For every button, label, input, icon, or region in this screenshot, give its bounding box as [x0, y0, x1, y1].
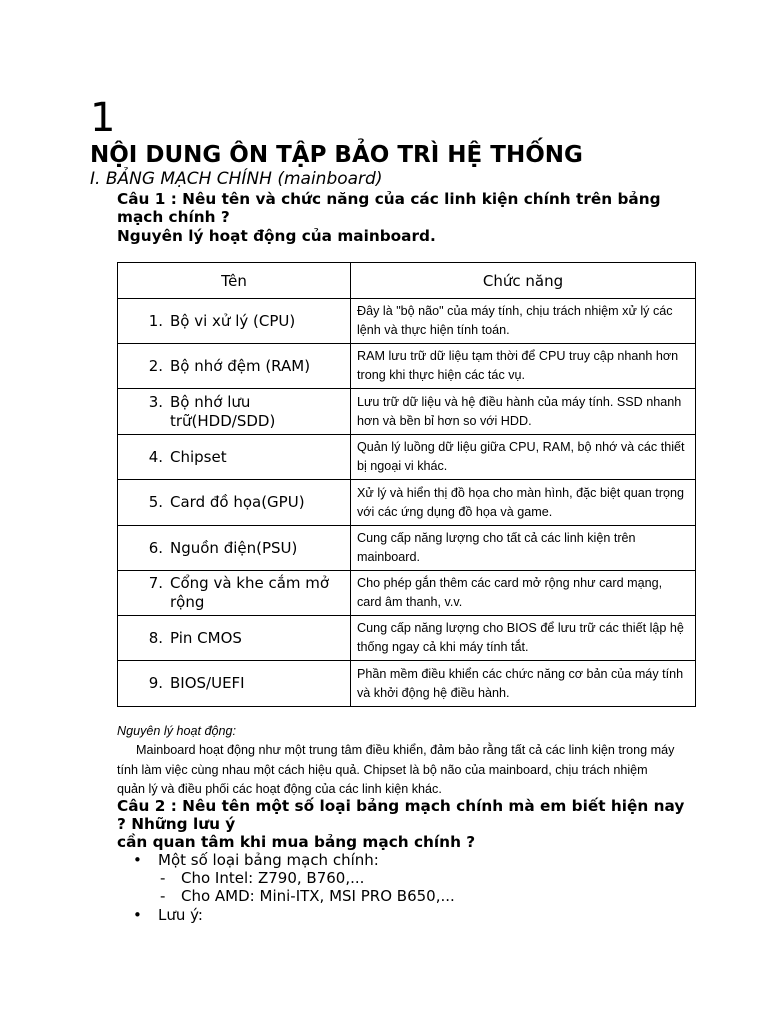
- dash-icon: -: [160, 869, 166, 887]
- table-row: [118, 571, 696, 616]
- question-1-line-1: Câu 1 : Nêu tên và chức năng của các linh kiện chính trên bảng: [117, 190, 661, 208]
- component-name-cell: [118, 299, 351, 344]
- document-title: NỘI DUNG ÔN TẬP BẢO TRÌ HỆ THỐNG: [90, 142, 583, 168]
- row-number: 9.: [148, 674, 163, 692]
- table-row: [118, 344, 696, 389]
- row-number: 6.: [148, 538, 163, 557]
- table-header-row: [118, 263, 696, 299]
- row-number: 7.: [148, 574, 163, 592]
- component-name-cell: [118, 344, 351, 389]
- component-name: Cổng và khe cắm mở rộng: [170, 574, 330, 611]
- component-name-cell: [118, 526, 351, 571]
- component-name: BIOS/UEFI: [170, 674, 245, 692]
- component-function: RAM lưu trữ dữ liệu tạm thời để CPU truy cập nhanh hơn trong khi thực hiện các tác vụ.: [351, 344, 696, 389]
- row-number: 2.: [148, 356, 163, 375]
- component-name-cell: [118, 480, 351, 526]
- component-name: Bộ nhớ lưu trữ(HDD/SDD): [170, 392, 276, 430]
- bullet-icon: •: [133, 851, 142, 869]
- question-1-line-2: mạch chính ?: [117, 208, 230, 226]
- table-row: [118, 526, 696, 571]
- component-name: Chipset: [170, 447, 227, 466]
- component-name: Pin CMOS: [170, 628, 242, 647]
- component-name: Bộ vi xử lý (CPU): [170, 311, 296, 330]
- question-2-line-2: ? Những lưu ý: [117, 815, 236, 833]
- row-number: 8.: [148, 628, 163, 647]
- component-function: Phần mềm điều khiển các chức năng cơ bản của máy tính và khởi động hệ điều hành.: [351, 661, 696, 707]
- table-row: [118, 389, 696, 435]
- table-row: [118, 616, 696, 661]
- sub-list-item: Cho Intel: Z790, B760,...: [181, 869, 365, 887]
- question-1-line-3: Nguyên lý hoạt động của mainboard.: [117, 227, 436, 245]
- component-function: Lưu trữ dữ liệu và hệ điều hành của máy tính. SSD nhanh hơn và bền bỉ hơn so với HDD.: [351, 389, 696, 435]
- component-function: Cho phép gắn thêm các card mở rộng như card mạng, card âm thanh, v.v.: [351, 571, 696, 616]
- component-name-cell: [118, 435, 351, 480]
- row-number: 1.: [148, 311, 163, 330]
- row-number: 4.: [148, 447, 163, 466]
- component-function: Cung cấp năng lượng cho BIOS để lưu trữ các thiết lập hệ thống ngay cả khi máy tính tắt.: [351, 616, 696, 661]
- component-name-cell: [118, 571, 351, 616]
- header-name: Tên: [118, 263, 351, 299]
- question-2-line-3: cần quan tâm khi mua bảng mạch chính ?: [117, 833, 476, 851]
- component-function: Quản lý luồng dữ liệu giữa CPU, RAM, bộ nhớ và các thiết bị ngoại vi khác.: [351, 435, 696, 480]
- component-name: Nguồn điện(PSU): [170, 538, 298, 557]
- table-row: [118, 435, 696, 480]
- sub-list-item: Cho AMD: Mini-ITX, MSI PRO B650,...: [181, 887, 455, 905]
- component-name-cell: [118, 389, 351, 435]
- bullet-icon: •: [133, 906, 142, 924]
- list-item: Lưu ý:: [158, 906, 203, 924]
- component-name-cell: [118, 661, 351, 707]
- table-row: [118, 480, 696, 526]
- component-function: Xử lý và hiển thị đồ họa cho màn hình, đặc biệt quan trọng với các ứng dụng đồ họa và game.: [351, 480, 696, 526]
- question-2-line-1: Câu 2 : Nêu tên một số loại bảng mạch chính mà em biết hiện nay: [117, 797, 685, 815]
- dash-icon: -: [160, 887, 166, 905]
- component-name-cell: [118, 616, 351, 661]
- list-item: Một số loại bảng mạch chính:: [158, 851, 379, 869]
- page-number: 1: [90, 95, 116, 141]
- component-function: Đây là "bộ não" của máy tính, chịu trách nhiệm xử lý các lệnh và thực hiện tính toán.: [351, 299, 696, 344]
- table-row: [118, 661, 696, 707]
- component-name: Card đồ họa(GPU): [170, 493, 305, 511]
- principle-label: Nguyên lý hoạt động:: [117, 724, 237, 738]
- table-row: [118, 299, 696, 344]
- components-table: [117, 262, 696, 707]
- component-name: Bộ nhớ đệm (RAM): [170, 356, 311, 375]
- component-function: Cung cấp năng lượng cho tất cả các linh kiện trên mainboard.: [351, 526, 696, 571]
- row-number: 5.: [148, 493, 163, 511]
- section-heading: I. BẢNG MẠCH CHÍNH (mainboard): [90, 169, 383, 189]
- header-function: Chức năng: [351, 263, 696, 299]
- row-number: 3.: [148, 392, 163, 411]
- principle-paragraph: Mainboard hoạt động như một trung tâm điều khiển, đảm bảo rằng tất cả các linh kiện trong máy tính làm việc cùng nhau một cách hiệu quả. Chipset là bộ não của mainboard, chịu trách nhiệm quản lý và điều phối các hoạt động của các linh kiện khác.: [117, 743, 675, 796]
